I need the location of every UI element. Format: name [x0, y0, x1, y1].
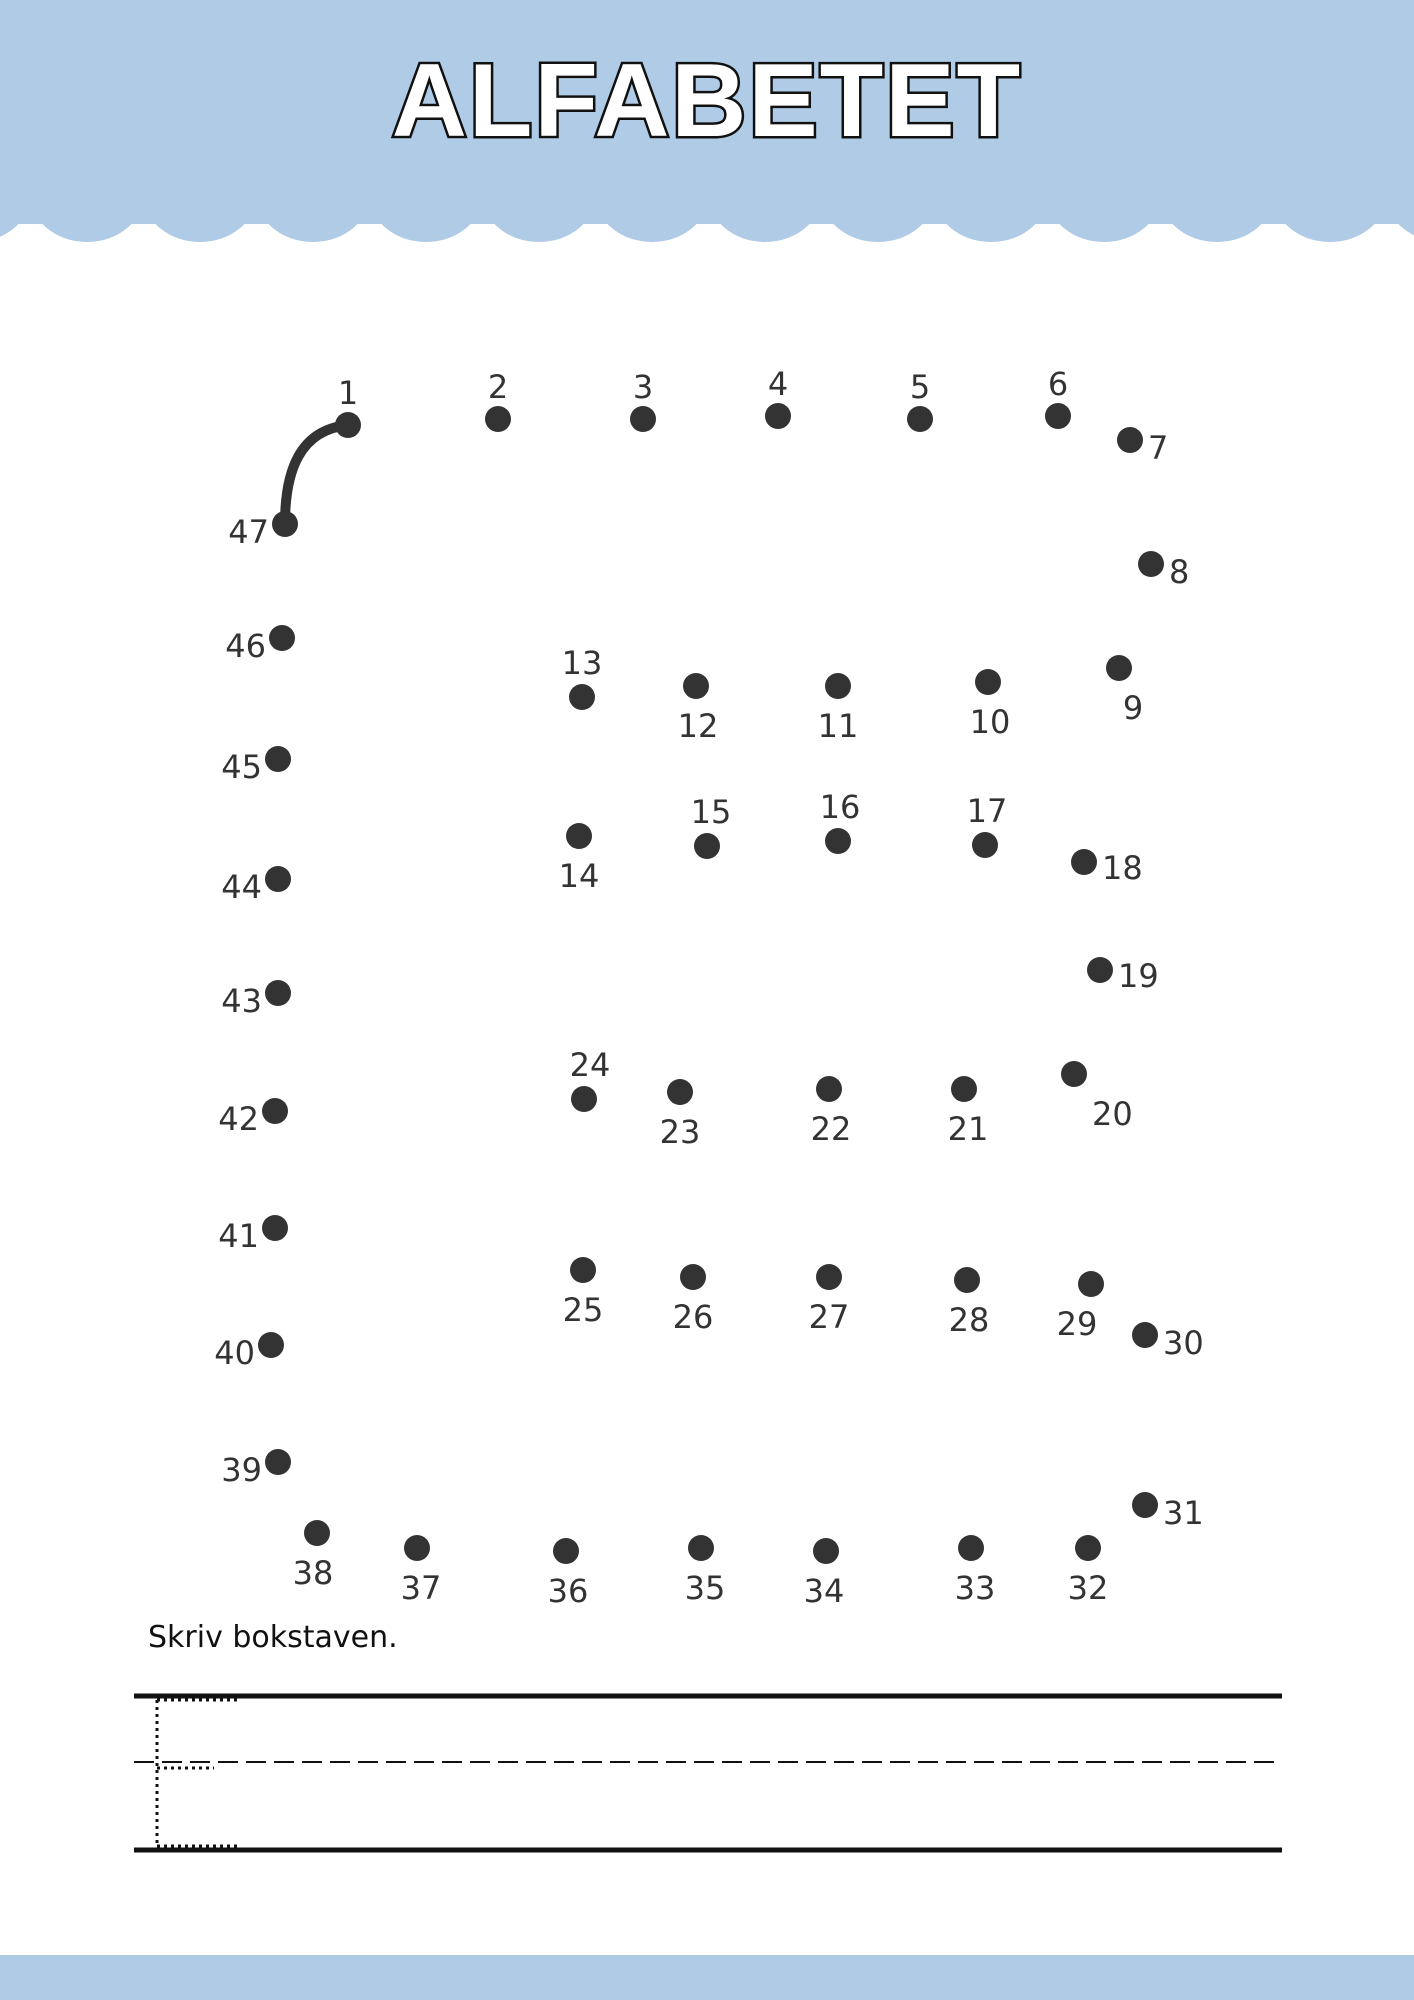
dot-number: 30 — [1163, 1324, 1204, 1362]
dot-number: 47 — [228, 513, 269, 551]
dot-marker — [680, 1264, 706, 1290]
dot-number: 33 — [954, 1569, 996, 1607]
dot-number: 35 — [684, 1569, 726, 1607]
dot-number: 9 — [1122, 689, 1144, 727]
dot-number: 7 — [1148, 429, 1169, 467]
dot-number: 24 — [569, 1046, 611, 1084]
dot-32 — [1068, 1535, 1109, 1607]
dot-marker — [954, 1267, 980, 1293]
dot-40 — [214, 1332, 284, 1372]
dot-28 — [949, 1267, 990, 1339]
dot-number: 18 — [1102, 849, 1143, 887]
page-title: ALFABETET — [391, 43, 1023, 159]
dot-marker — [1117, 427, 1143, 453]
dot-37 — [401, 1535, 442, 1607]
dot-marker — [1075, 1535, 1101, 1561]
dot-45 — [221, 746, 291, 786]
dot-marker — [262, 1098, 288, 1124]
dot-27 — [809, 1264, 850, 1336]
dot-marker — [813, 1538, 839, 1564]
dot-47 — [228, 511, 298, 551]
dot-marker — [272, 511, 298, 537]
dot-29 — [1057, 1271, 1104, 1343]
dot-number: 2 — [487, 368, 509, 406]
dot-35 — [685, 1535, 726, 1607]
footer-band — [0, 1955, 1414, 2000]
dot-26 — [673, 1264, 714, 1336]
dot-number: 36 — [547, 1572, 589, 1610]
dot-number: 16 — [819, 788, 861, 826]
dot-16 — [820, 788, 861, 854]
dot-marker — [1132, 1322, 1158, 1348]
dot-marker — [1045, 403, 1071, 429]
dot-41 — [218, 1215, 288, 1255]
dot-marker — [265, 746, 291, 772]
dot-number: 31 — [1163, 1494, 1204, 1532]
dot-number: 43 — [221, 982, 262, 1020]
dot-17 — [967, 792, 1008, 858]
dot-number: 39 — [221, 1451, 262, 1489]
dot-25 — [563, 1257, 604, 1329]
dot-marker — [1132, 1492, 1158, 1518]
dot-15 — [691, 793, 732, 859]
dot-number: 3 — [632, 368, 654, 406]
dot-2 — [485, 368, 511, 432]
dot-44 — [221, 866, 291, 906]
dot-number: 44 — [221, 868, 262, 906]
dot-number: 34 — [803, 1572, 845, 1610]
dot-30 — [1132, 1322, 1204, 1362]
instruction-text: Skriv bokstaven. — [148, 1620, 398, 1655]
dotted-letter-guide — [157, 1700, 238, 1846]
dot-3 — [630, 368, 656, 432]
dot-marker — [304, 1520, 330, 1546]
dot-number: 1 — [337, 374, 359, 412]
dot-marker — [485, 406, 511, 432]
dot-11 — [818, 673, 859, 745]
dot-marker — [667, 1079, 693, 1105]
dot-43 — [221, 980, 291, 1020]
dot-23 — [660, 1079, 701, 1151]
dot-9 — [1106, 655, 1143, 727]
dot-marker — [958, 1535, 984, 1561]
dot-marker — [951, 1076, 977, 1102]
dot-10 — [970, 669, 1011, 741]
dot-marker — [269, 625, 295, 651]
dot-marker — [1078, 1271, 1104, 1297]
dot-marker — [566, 823, 592, 849]
dot-number: 37 — [400, 1569, 442, 1607]
dot-5 — [907, 368, 933, 432]
dot-marker — [262, 1215, 288, 1241]
dot-marker — [1106, 655, 1132, 681]
dot-number: 5 — [909, 368, 931, 406]
dot-number: 25 — [562, 1291, 604, 1329]
dot-number: 21 — [947, 1110, 989, 1148]
dot-marker — [1061, 1061, 1087, 1087]
dot-number: 11 — [817, 707, 859, 745]
dot-number: 26 — [672, 1298, 714, 1336]
dot-number: 14 — [558, 857, 600, 895]
dot-marker — [265, 980, 291, 1006]
dot-31 — [1132, 1492, 1204, 1532]
dot-marker — [335, 412, 361, 438]
dot-34 — [804, 1538, 845, 1610]
dot-marker — [816, 1264, 842, 1290]
dot-number: 20 — [1092, 1095, 1133, 1133]
dot-marker — [630, 406, 656, 432]
dot-marker — [258, 1332, 284, 1358]
dot-marker — [694, 833, 720, 859]
dot-39 — [221, 1449, 291, 1489]
dot-number: 32 — [1067, 1569, 1109, 1607]
dot-6 — [1045, 365, 1071, 429]
dot-marker — [571, 1086, 597, 1112]
dot-marker — [1071, 849, 1097, 875]
dot-number: 13 — [561, 644, 603, 682]
dot-18 — [1071, 849, 1143, 887]
dot-marker — [972, 832, 998, 858]
dot-marker — [1138, 551, 1164, 577]
dot-number: 38 — [292, 1554, 334, 1592]
dot-number: 27 — [808, 1298, 850, 1336]
dot-number: 12 — [677, 707, 719, 745]
dot-marker — [1087, 957, 1113, 983]
dot-number: 6 — [1047, 365, 1069, 403]
writing-lines — [0, 1680, 1414, 1860]
dot-marker — [907, 406, 933, 432]
dot-4 — [765, 365, 791, 429]
dot-number: 17 — [966, 792, 1008, 830]
dot-number: 15 — [690, 793, 732, 831]
dot-13 — [562, 644, 603, 710]
dot-8 — [1138, 551, 1189, 591]
dot-marker — [683, 673, 709, 699]
dot-42 — [218, 1098, 288, 1138]
dot-number: 40 — [214, 1334, 255, 1372]
dot-marker — [688, 1535, 714, 1561]
dot-marker — [553, 1538, 579, 1564]
dot-number: 42 — [218, 1100, 259, 1138]
dot-36 — [548, 1538, 589, 1610]
dot-24 — [570, 1046, 611, 1112]
dot-12 — [678, 673, 719, 745]
dot-number: 22 — [810, 1110, 852, 1148]
start-stroke — [285, 425, 348, 524]
dot-number: 8 — [1169, 553, 1190, 591]
dot-marker — [265, 866, 291, 892]
dot-22 — [811, 1076, 852, 1148]
dot-number: 28 — [948, 1301, 990, 1339]
dot-marker — [816, 1076, 842, 1102]
dot-number: 23 — [659, 1113, 701, 1151]
dot-number: 45 — [221, 748, 262, 786]
dot-20 — [1061, 1061, 1133, 1133]
dot-marker — [825, 828, 851, 854]
dot-marker — [765, 403, 791, 429]
dot-14 — [559, 823, 600, 895]
dot-number: 29 — [1056, 1305, 1098, 1343]
dot-number: 46 — [225, 627, 266, 665]
dot-number: 10 — [969, 703, 1011, 741]
dot-marker — [975, 669, 1001, 695]
dot-19 — [1087, 957, 1159, 995]
dot-number: 4 — [767, 365, 789, 403]
dot-number: 41 — [218, 1217, 259, 1255]
dot-38 — [293, 1520, 334, 1592]
dot-number: 19 — [1118, 957, 1159, 995]
dot-7 — [1117, 427, 1168, 467]
dot-marker — [570, 1257, 596, 1283]
dot-marker — [265, 1449, 291, 1475]
dot-33 — [955, 1535, 996, 1607]
dot-21 — [948, 1076, 989, 1148]
dot-marker — [569, 684, 595, 710]
dot-1 — [335, 374, 361, 438]
dot-marker — [404, 1535, 430, 1561]
dot-marker — [825, 673, 851, 699]
dot-46 — [225, 625, 295, 665]
